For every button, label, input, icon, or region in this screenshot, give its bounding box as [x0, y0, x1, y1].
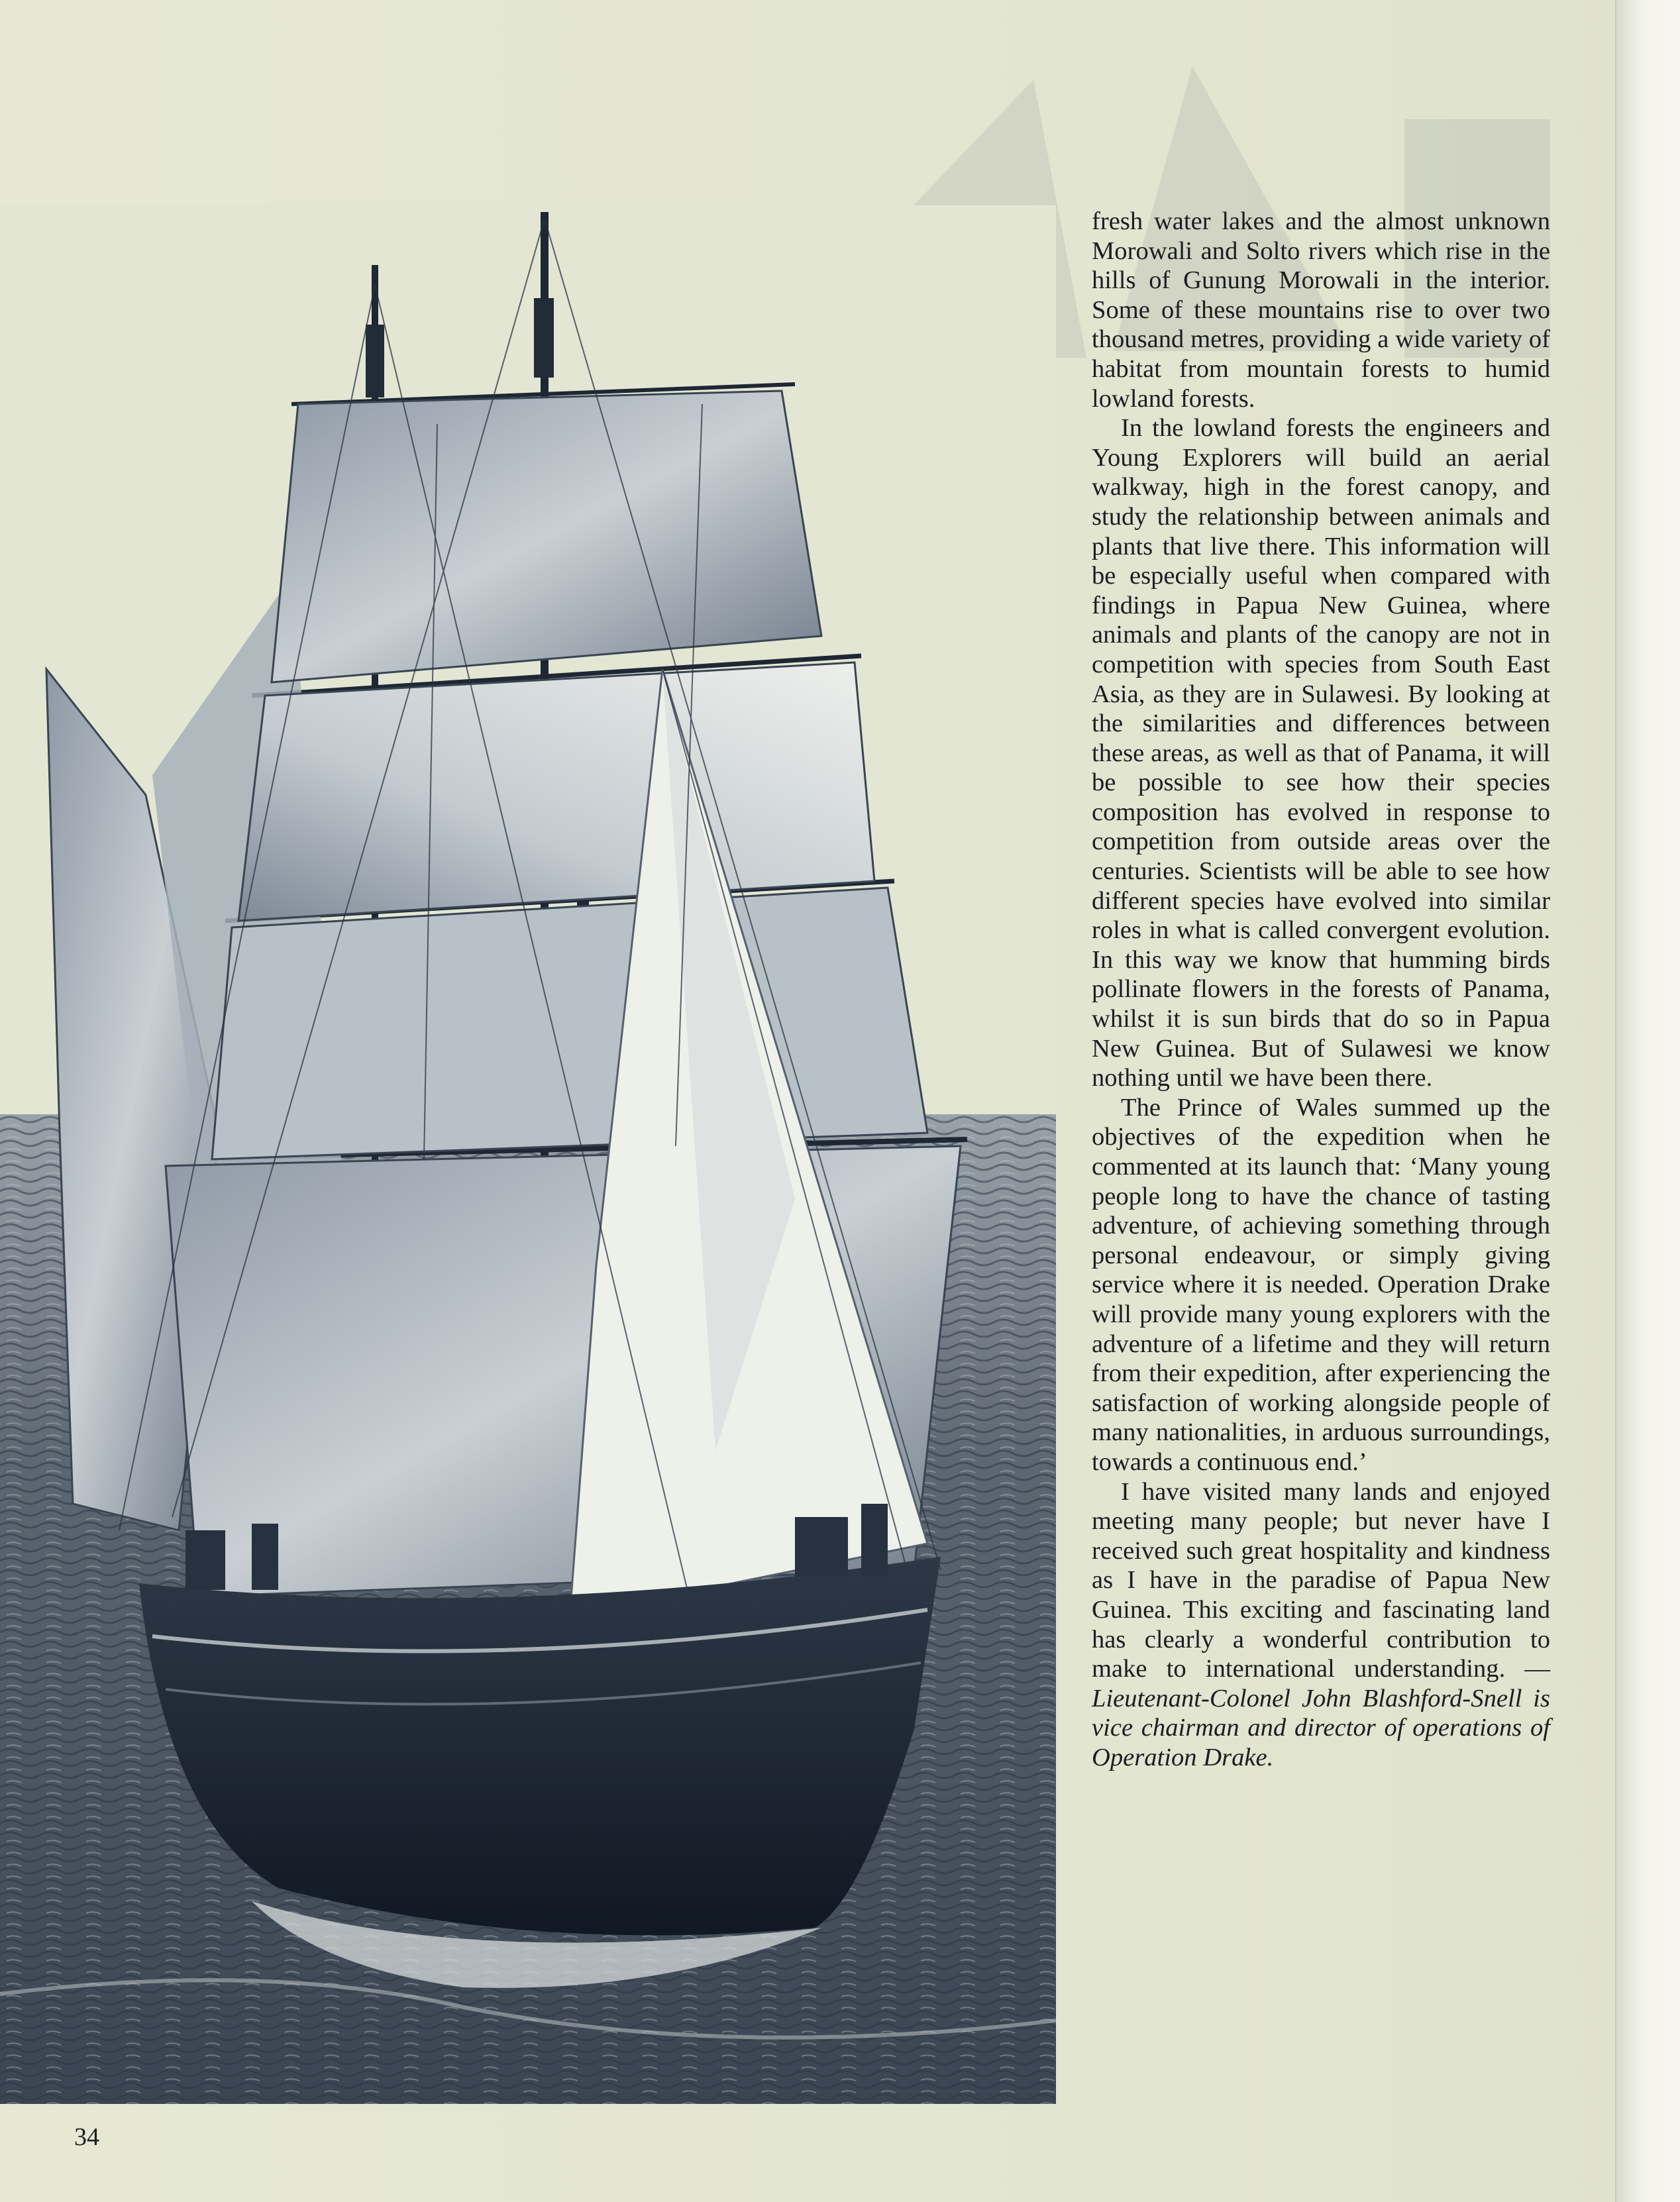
article-paragraph: In the lowland forests the engineers and Young Explorers will build an aerial walkway, high in the forest canopy, and study the relationship between animals and plants that live there. This information will be especially useful when compared with findings in Papua New Guinea, where animals and plants of the canopy are not in competition with species from South East Asia, as they are in Sulawesi. By looking at the similarities and differences between these areas, as well as that of Panama, it will be possible to see how their species composition has evolved in response to competition from outside areas over the centuries. Scientists will be able to see how different species have evolved into similar roles in what is called convergent evolution. In this way we know that humming birds pollinate flowers in the forests of Panama, whilst it is sun birds that do so in Papua New Guinea. But of Sulawesi we know nothing until we have been there.: [1092, 414, 1550, 1092]
sailing-ship-photo: [0, 205, 1056, 2104]
article-final-paragraph: [1092, 1477, 1550, 1773]
final-paragraph-text: I have visited many lands and enjoyed meeting many people; but never have I received such great hospitality and kindness as I have in the paradise of Papua New Guinea. This exciting and fascinating land has clearly a wonderful contribution to make to international understanding. —: [1092, 1477, 1550, 1683]
article-paragraph: fresh water lakes and the almost unknown Morowali and Solto rivers which rise in the hills of Gunung Morowali in the interior. Some of these mountains rise to over two thousand metres, providing a wide variety of habitat from mountain forests to humid lowland forests.: [1092, 207, 1550, 413]
article-column: [1092, 207, 1550, 1772]
page-number: 34: [74, 2123, 99, 2151]
next-page-edge: [1615, 0, 1680, 2202]
author-byline: Lieutenant-Colonel John Blashford-Snell is vice chairman and director of operations of Operation Drake.: [1092, 1684, 1550, 1771]
article-paragraph: The Prince of Wales summed up the objectives of the expedition when he commented at its launch that: ‘Many young people long to have the chance of tasting adventure, of achieving something through personal endeavour, or simply giving service where it is needed. Operation Drake will provide many young explorers with the adventure of a lifetime and they will return from their expedition, after experiencing the satisfaction of working alongside people of many nationalities, in arduous surroundings, towards a continuous end.’: [1092, 1093, 1550, 1476]
